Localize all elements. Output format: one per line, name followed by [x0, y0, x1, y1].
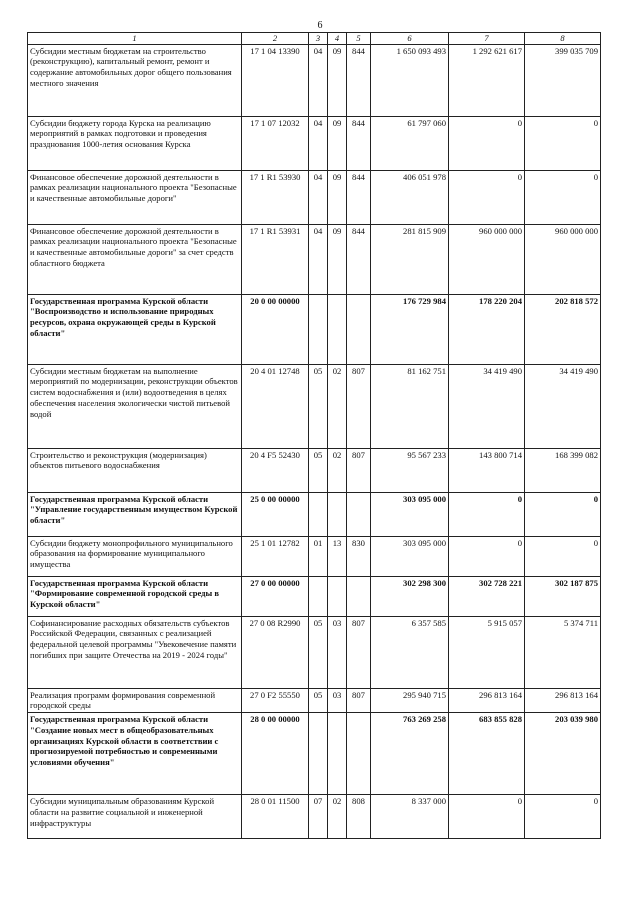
row-value-2022: 34 419 490: [449, 364, 525, 448]
row-value-2023: 960 000 000: [525, 224, 601, 294]
row-subsection: [328, 576, 347, 616]
row-subsection: 03: [328, 688, 347, 712]
row-ministry-code: [347, 713, 371, 795]
row-code: 28 0 00 00000: [242, 713, 309, 795]
row-subsection: 09: [328, 224, 347, 294]
row-subsection: 02: [328, 448, 347, 492]
row-section: 05: [309, 688, 328, 712]
row-value-2023: 399 035 709: [525, 44, 601, 116]
row-code: 27 0 08 R2990: [242, 616, 309, 688]
row-name: Субсидии бюджету города Курска на реализацию мероприятий в рамках подготовки и проведения празднования 1000-летия основания Курска: [28, 116, 242, 170]
row-section: 05: [309, 448, 328, 492]
row-code: 28 0 01 11500: [242, 795, 309, 839]
row-name: Субсидии местным бюджетам на строительство (реконструкцию), капитальный ремонт, ремонт и содержание автомобильных дорог общего пользования местного значения: [28, 44, 242, 116]
col-header-2: 2: [242, 33, 309, 45]
col-header-6: 6: [371, 33, 449, 45]
row-code: 17 1 R1 53931: [242, 224, 309, 294]
row-name: Субсидии местным бюджетам на выполнение мероприятий по модернизации, реконструкции объектов систем водоснабжения и (или) водоотведения в целях обеспечения населения экологически чистой питьевой водой: [28, 364, 242, 448]
row-name: Финансовое обеспечение дорожной деятельности в рамках реализации национального проекта "Безопасные и качественные автомобильные дороги": [28, 170, 242, 224]
row-code: 17 1 04 13390: [242, 44, 309, 116]
row-code: 20 4 01 12748: [242, 364, 309, 448]
table-row: [28, 170, 601, 224]
row-ministry-code: [347, 294, 371, 364]
row-value-2021: 406 051 978: [371, 170, 449, 224]
row-value-2022: 178 220 204: [449, 294, 525, 364]
row-ministry-code: 844: [347, 224, 371, 294]
row-value-2023: 0: [525, 170, 601, 224]
row-code: 20 0 00 00000: [242, 294, 309, 364]
row-value-2021: 8 337 000: [371, 795, 449, 839]
row-subsection: 09: [328, 170, 347, 224]
row-value-2021: 303 095 000: [371, 492, 449, 536]
row-name: Государственная программа Курской области "Формирование современной городской среды в Курской области": [28, 576, 242, 616]
row-section: 04: [309, 44, 328, 116]
row-code: 25 0 00 00000: [242, 492, 309, 536]
row-value-2023: 203 039 980: [525, 713, 601, 795]
row-value-2023: 0: [525, 795, 601, 839]
col-header-7: 7: [449, 33, 525, 45]
row-value-2021: 1 650 093 493: [371, 44, 449, 116]
row-value-2022: 302 728 221: [449, 576, 525, 616]
row-subsection: [328, 294, 347, 364]
table-row: [28, 364, 601, 448]
row-value-2021: 61 797 060: [371, 116, 449, 170]
row-value-2022: 1 292 621 617: [449, 44, 525, 116]
row-subsection: [328, 492, 347, 536]
row-value-2023: 5 374 711: [525, 616, 601, 688]
row-value-2022: 0: [449, 536, 525, 576]
row-section: 01: [309, 536, 328, 576]
row-value-2023: 168 399 082: [525, 448, 601, 492]
row-code: 27 0 F2 55550: [242, 688, 309, 712]
col-header-3: 3: [309, 33, 328, 45]
row-section: [309, 713, 328, 795]
row-value-2021: 95 567 233: [371, 448, 449, 492]
row-value-2021: 763 269 258: [371, 713, 449, 795]
row-name: Государственная программа Курской области "Управление государственным имуществом Курской области": [28, 492, 242, 536]
row-subsection: 09: [328, 44, 347, 116]
row-ministry-code: 807: [347, 448, 371, 492]
program-row: [28, 576, 601, 616]
row-section: 04: [309, 116, 328, 170]
row-section: [309, 492, 328, 536]
row-ministry-code: 807: [347, 688, 371, 712]
row-value-2021: 176 729 984: [371, 294, 449, 364]
row-code: 25 1 01 12782: [242, 536, 309, 576]
table-row: [28, 224, 601, 294]
row-value-2023: 202 818 572: [525, 294, 601, 364]
row-subsection: 02: [328, 364, 347, 448]
row-value-2022: 5 915 057: [449, 616, 525, 688]
row-value-2022: 960 000 000: [449, 224, 525, 294]
row-value-2021: 302 298 300: [371, 576, 449, 616]
row-name: Субсидии бюджету монопрофильного муниципального образования на формирование муниципального имущества: [28, 536, 242, 576]
row-name: Реализация программ формирования современной городской среды: [28, 688, 242, 712]
row-value-2023: 296 813 164: [525, 688, 601, 712]
row-value-2022: 0: [449, 170, 525, 224]
program-row: [28, 294, 601, 364]
row-ministry-code: 807: [347, 364, 371, 448]
row-subsection: 13: [328, 536, 347, 576]
row-name: Финансовое обеспечение дорожной деятельности в рамках реализации национального проекта "Безопасные и качественные автомобильные дороги" за счет средств областного бюджета: [28, 224, 242, 294]
row-subsection: 02: [328, 795, 347, 839]
row-section: 07: [309, 795, 328, 839]
table-row: [28, 616, 601, 688]
table-row: [28, 536, 601, 576]
row-ministry-code: 844: [347, 44, 371, 116]
row-value-2023: 0: [525, 536, 601, 576]
row-ministry-code: 807: [347, 616, 371, 688]
row-value-2022: 683 855 828: [449, 713, 525, 795]
row-value-2021: 281 815 909: [371, 224, 449, 294]
row-subsection: 03: [328, 616, 347, 688]
row-value-2021: 303 095 000: [371, 536, 449, 576]
row-ministry-code: 844: [347, 116, 371, 170]
page-number: 6: [317, 20, 323, 31]
row-value-2021: 295 940 715: [371, 688, 449, 712]
row-code: 17 1 07 12032: [242, 116, 309, 170]
row-value-2021: 6 357 585: [371, 616, 449, 688]
row-code: 20 4 F5 52430: [242, 448, 309, 492]
row-name: Строительство и реконструкция (модернизация) объектов питьевого водоснабжения: [28, 448, 242, 492]
row-ministry-code: [347, 576, 371, 616]
row-ministry-code: 808: [347, 795, 371, 839]
row-value-2023: 302 187 875: [525, 576, 601, 616]
budget-table: [27, 32, 601, 839]
row-value-2022: 143 800 714: [449, 448, 525, 492]
table-row: [28, 795, 601, 839]
row-name: Софинансирование расходных обязательств субъектов Российской Федерации, связанных с реализацией федеральной целевой программы "Увековечение памяти погибших при защите Отечества на 2019 - 2024 годы": [28, 616, 242, 688]
row-subsection: 09: [328, 116, 347, 170]
row-name: Государственная программа Курской области "Воспроизводство и использование природных ресурсов, охрана окружающей среды в Курской области": [28, 294, 242, 364]
table-row: [28, 448, 601, 492]
row-value-2022: 296 813 164: [449, 688, 525, 712]
row-ministry-code: [347, 492, 371, 536]
row-value-2022: 0: [449, 795, 525, 839]
row-value-2021: 81 162 751: [371, 364, 449, 448]
row-code: 17 1 R1 53930: [242, 170, 309, 224]
row-ministry-code: 844: [347, 170, 371, 224]
row-section: 04: [309, 170, 328, 224]
col-header-1: 1: [28, 33, 242, 45]
col-header-8: 8: [525, 33, 601, 45]
col-header-5: 5: [347, 33, 371, 45]
col-header-4: 4: [328, 33, 347, 45]
table-row: [28, 116, 601, 170]
row-section: 05: [309, 364, 328, 448]
row-value-2023: 0: [525, 492, 601, 536]
row-name: Государственная программа Курской области "Создание новых мест в общеобразовательных организациях Курской области в соответствии с прогнозируемой потребностью и современными условиями обучения": [28, 713, 242, 795]
row-code: 27 0 00 00000: [242, 576, 309, 616]
program-row: [28, 492, 601, 536]
row-subsection: [328, 713, 347, 795]
table-row: [28, 44, 601, 116]
program-row: [28, 713, 601, 795]
row-section: 04: [309, 224, 328, 294]
table-row: [28, 688, 601, 712]
row-ministry-code: 830: [347, 536, 371, 576]
row-value-2022: 0: [449, 116, 525, 170]
row-value-2022: 0: [449, 492, 525, 536]
row-value-2023: 34 419 490: [525, 364, 601, 448]
row-name: Субсидии муниципальным образованиям Курской области на развитие социальной и инженерной инфраструктуры: [28, 795, 242, 839]
column-header-row: [28, 33, 601, 45]
row-section: [309, 576, 328, 616]
row-value-2023: 0: [525, 116, 601, 170]
row-section: [309, 294, 328, 364]
row-section: 05: [309, 616, 328, 688]
